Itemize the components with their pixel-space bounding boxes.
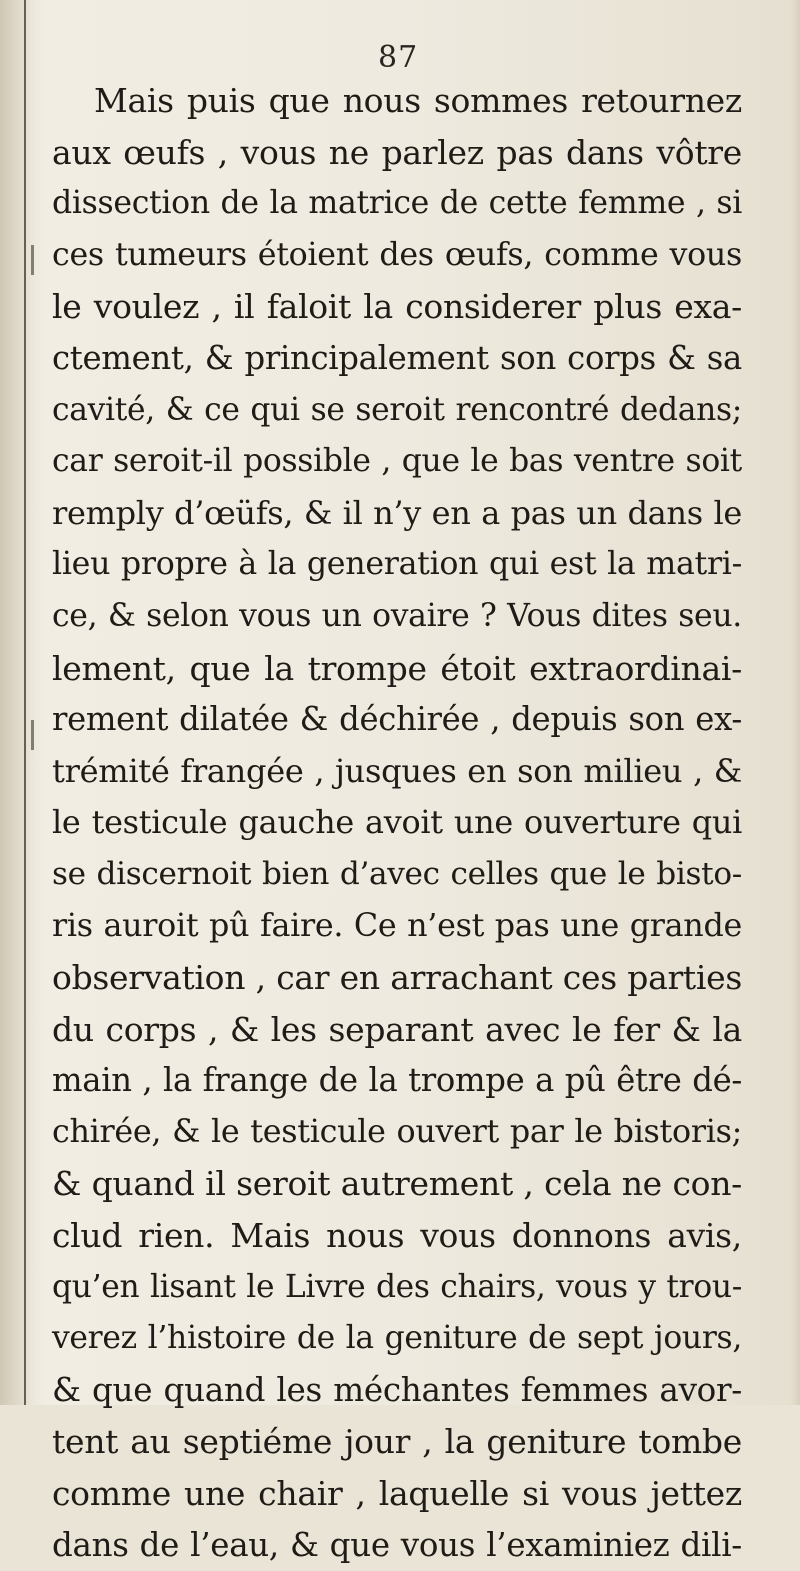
- text-line: car seroit-il possible , que le bas ventre soit: [52, 443, 742, 480]
- text-line: le testicule gauche avoit une ouverture qui: [52, 803, 742, 842]
- text-line: observation , car en arrachant ces parties: [52, 958, 742, 998]
- text-line: rement dilatée & déchirée , depuis son ex-: [52, 700, 742, 739]
- text-line: cavité, & ce qui se seroit rencontré dedans;: [52, 391, 742, 428]
- text-line: lement, que la trompe étoit extraordinai-: [52, 648, 742, 688]
- binding-shadow: [0, 0, 34, 1405]
- page-number: 87: [378, 40, 419, 75]
- text-line: trémité frangée , jusques en son milieu , &: [52, 751, 742, 790]
- text-line: & quand il seroit autrement , cela ne con-: [52, 1164, 742, 1204]
- text-line: ce, & selon vous un ovaire ? Vous dites seu.: [52, 597, 742, 634]
- text-line: tent au septiéme jour , la geniture tombe: [52, 1422, 742, 1462]
- text-line: ris auroit pû faire. Ce n’est pas une grande: [52, 907, 742, 944]
- text-line: main , la frange de la trompe a pû être dé-: [52, 1061, 742, 1100]
- text-line: dissection de la matrice de cette femme , si: [52, 185, 742, 222]
- text-line: se discernoit bien d’avec celles que le bisto-: [52, 855, 742, 892]
- margin-mark: [31, 245, 34, 275]
- text-line: remply d’œüfs, & il n’y en a pas un dans le: [52, 493, 742, 532]
- text-line: ctement, & principalement son corps & sa: [52, 338, 742, 377]
- text-line: du corps , & les separant avec le fer & la: [52, 1009, 742, 1049]
- text-line: Mais puis que nous sommes retournez: [94, 81, 742, 120]
- text-line: ces tumeurs étoient des œufs, comme vous: [52, 236, 742, 273]
- text-line: dans de l’eau, & que vous l’examiniez dili-: [52, 1525, 742, 1564]
- margin-mark: [31, 720, 34, 750]
- text-line: lieu propre à la generation qui est la matri-: [52, 546, 742, 583]
- body-text: [52, 75, 742, 1571]
- text-line: qu’en lisant le Livre des chairs, vous y trou-: [52, 1268, 742, 1305]
- text-line: le voulez , il faloit la considerer plus exa-: [52, 287, 742, 327]
- text-line: clud rien. Mais nous vous donnons avis,: [52, 1216, 742, 1256]
- text-line: aux œufs , vous ne parlez pas dans vôtre: [52, 132, 742, 172]
- text-line: verez l’histoire de la geniture de sept jours,: [52, 1320, 742, 1357]
- binding-line: [24, 0, 26, 1405]
- text-line: chirée, & le testicule ouvert par le bistoris;: [52, 1113, 742, 1150]
- text-line: & que quand les méchantes femmes avor-: [52, 1370, 742, 1409]
- text-line: comme une chair , laquelle si vous jettez: [52, 1474, 742, 1514]
